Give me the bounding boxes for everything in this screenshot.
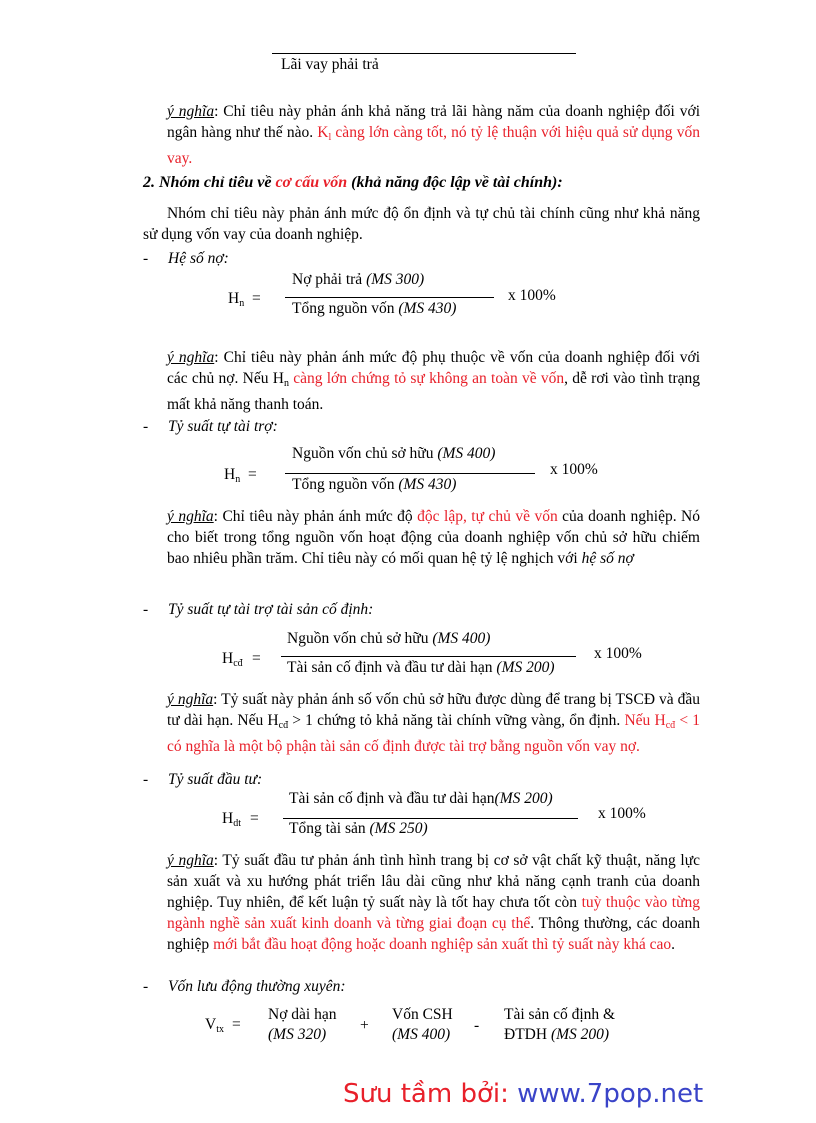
formula-equals: = [232, 1016, 241, 1033]
watermark [343, 1079, 703, 1109]
formula-numerator: Nợ phải trả (MS 300) [292, 271, 425, 288]
meaning-paragraph: ý nghĩa: Tỷ suất này phản ánh số vốn chủ sở hữu được dùng để trang bị TSCĐ và đầu tư dài hạn. Nếu $H_{cđ} > 1$ chứng tỏ khả năng tài chính vững vàng, ổn định. Nếu $H_{cđ} < 1$ có nghĩa là một bộ phận tài sản cố định được tài trợ bằng nguồn vốn vay nợ. [167, 691, 700, 755]
term-2-top: Vốn CSH [392, 1006, 453, 1023]
meaning-paragraph: ý nghĩa: Chỉ tiêu này phản ánh mức độ phụ thuộc về vốn của doanh nghiệp đối với các chủ nợ. Nếu $H_n$ càng lớn chứng tỏ sự không an toàn về vốn, dễ rơi vào tình trạng mất khả năng thanh toán. [167, 349, 701, 413]
formula-denominator: Tài sản cố định và đầu tư dài hạn (MS 200) [287, 659, 555, 676]
list-dash: - [143, 250, 149, 267]
term-3-bottom: ĐTDH (MS 200) [504, 1026, 610, 1043]
fraction-line [283, 818, 578, 819]
formula-equals: = [252, 290, 261, 307]
formula-variable: $H_{dt}$ [222, 810, 241, 829]
formula-multiplier: x 100% [598, 805, 646, 822]
fraction-line [281, 656, 576, 657]
watermark-label: Sưu tầm bởi: [343, 1079, 518, 1109]
fraction-line [285, 473, 535, 474]
formula-multiplier: x 100% [594, 645, 642, 662]
formula-multiplier: x 100% [550, 461, 598, 478]
term-2-bottom: (MS 400) [392, 1026, 451, 1043]
section-heading: 2. Nhóm chỉ tiêu về cơ cấu vốn (khả năng độc lập về tài chính): [143, 174, 563, 191]
formula-variable: $H_n$ [224, 466, 241, 485]
meaning-paragraph: ý nghĩa: Tỷ suất đầu tư phản ánh tình hình trang bị cơ sở vật chất kỹ thuật, năng lực sản xuất và xu hướng phát triển lâu dài cũng như khả năng cạnh tranh của doanh nghiệp. Tuy nhiên, để kết luận tỷ suất này là tốt hay chưa tốt còn tuỳ thuộc vào từng ngành nghề sản xuất kinh doanh và từng giai đoạn cụ thể. Thông thường, các doanh nghiệp mới bắt đầu hoạt động hoặc doanh nghiệp sản xuất thì tỷ suất này khá cao. [167, 852, 700, 953]
formula-equals: = [248, 466, 257, 483]
operator-minus: - [474, 1017, 480, 1034]
formula-variable: $H_n$ [228, 290, 245, 309]
term-1-bottom: (MS 320) [268, 1026, 327, 1043]
section-intro: Nhóm chỉ tiêu này phản ánh mức độ ổn định và tự chủ tài chính cũng như khả năng sử dụng vốn vay của doanh nghiệp. [143, 205, 700, 243]
formula-numerator: Tài sản cố định và đầu tư dài hạn(MS 200) [289, 790, 553, 807]
formula-denominator: Tổng nguồn vốn (MS 430) [292, 476, 457, 493]
meaning-paragraph: ý nghĩa: Chỉ tiêu này phản ánh khả năng trả lãi hàng năm của doanh nghiệp đối với ngân hàng như thế nào. $K_l$ càng lớn càng tốt, nó tỷ lệ thuận với hiệu quả sử dụng vốn vay. [167, 103, 701, 167]
formula-variable: $V_{tx}$ [205, 1016, 224, 1035]
fraction-line [285, 297, 494, 298]
term-3-top: Tài sản cố định & [504, 1006, 616, 1023]
item-heading: Hệ số nợ: [168, 250, 229, 267]
item-heading: Tỷ suất tự tài trợ tài sản cố định: [168, 601, 374, 618]
list-dash: - [143, 601, 149, 618]
formula-numerator: Nguồn vốn chủ sở hữu (MS 400) [292, 445, 496, 462]
item-heading: Vốn lưu động thường xuyên: [168, 978, 346, 995]
formula-denominator: Tổng tài sản (MS 250) [289, 820, 428, 837]
meaning-paragraph: ý nghĩa: Chỉ tiêu này phản ánh mức độ độc lập, tự chủ về vốn của doanh nghiệp. Nó cho biết trong tổng nguồn vốn hoạt động của doanh nghiệp vốn chủ sở hữu chiếm bao nhiêu phần trăm. Chỉ tiêu này có mối quan hệ tỷ lệ nghịch với hệ số nợ [167, 508, 700, 567]
operator-plus: + [360, 1017, 369, 1034]
formula-denominator: Lãi vay phải trả [281, 56, 379, 73]
formula-multiplier: x 100% [508, 287, 556, 304]
list-dash: - [143, 771, 149, 788]
item-heading: Tỷ suất tự tài trợ: [168, 418, 278, 435]
formula-equals: = [252, 650, 261, 667]
watermark-link[interactable]: www.7pop.net [517, 1079, 704, 1109]
term-1-top: Nợ dài hạn [268, 1006, 337, 1023]
list-dash: - [143, 418, 149, 435]
formula-equals: = [250, 810, 259, 827]
formula-variable: $H_{cđ}$ [222, 650, 243, 669]
fraction-line [272, 53, 576, 54]
formula-numerator: Nguồn vốn chủ sở hữu (MS 400) [287, 630, 491, 647]
formula-denominator: Tổng nguồn vốn (MS 430) [292, 300, 457, 317]
list-dash: - [143, 978, 149, 995]
item-heading: Tỷ suất đầu tư: [168, 771, 263, 788]
